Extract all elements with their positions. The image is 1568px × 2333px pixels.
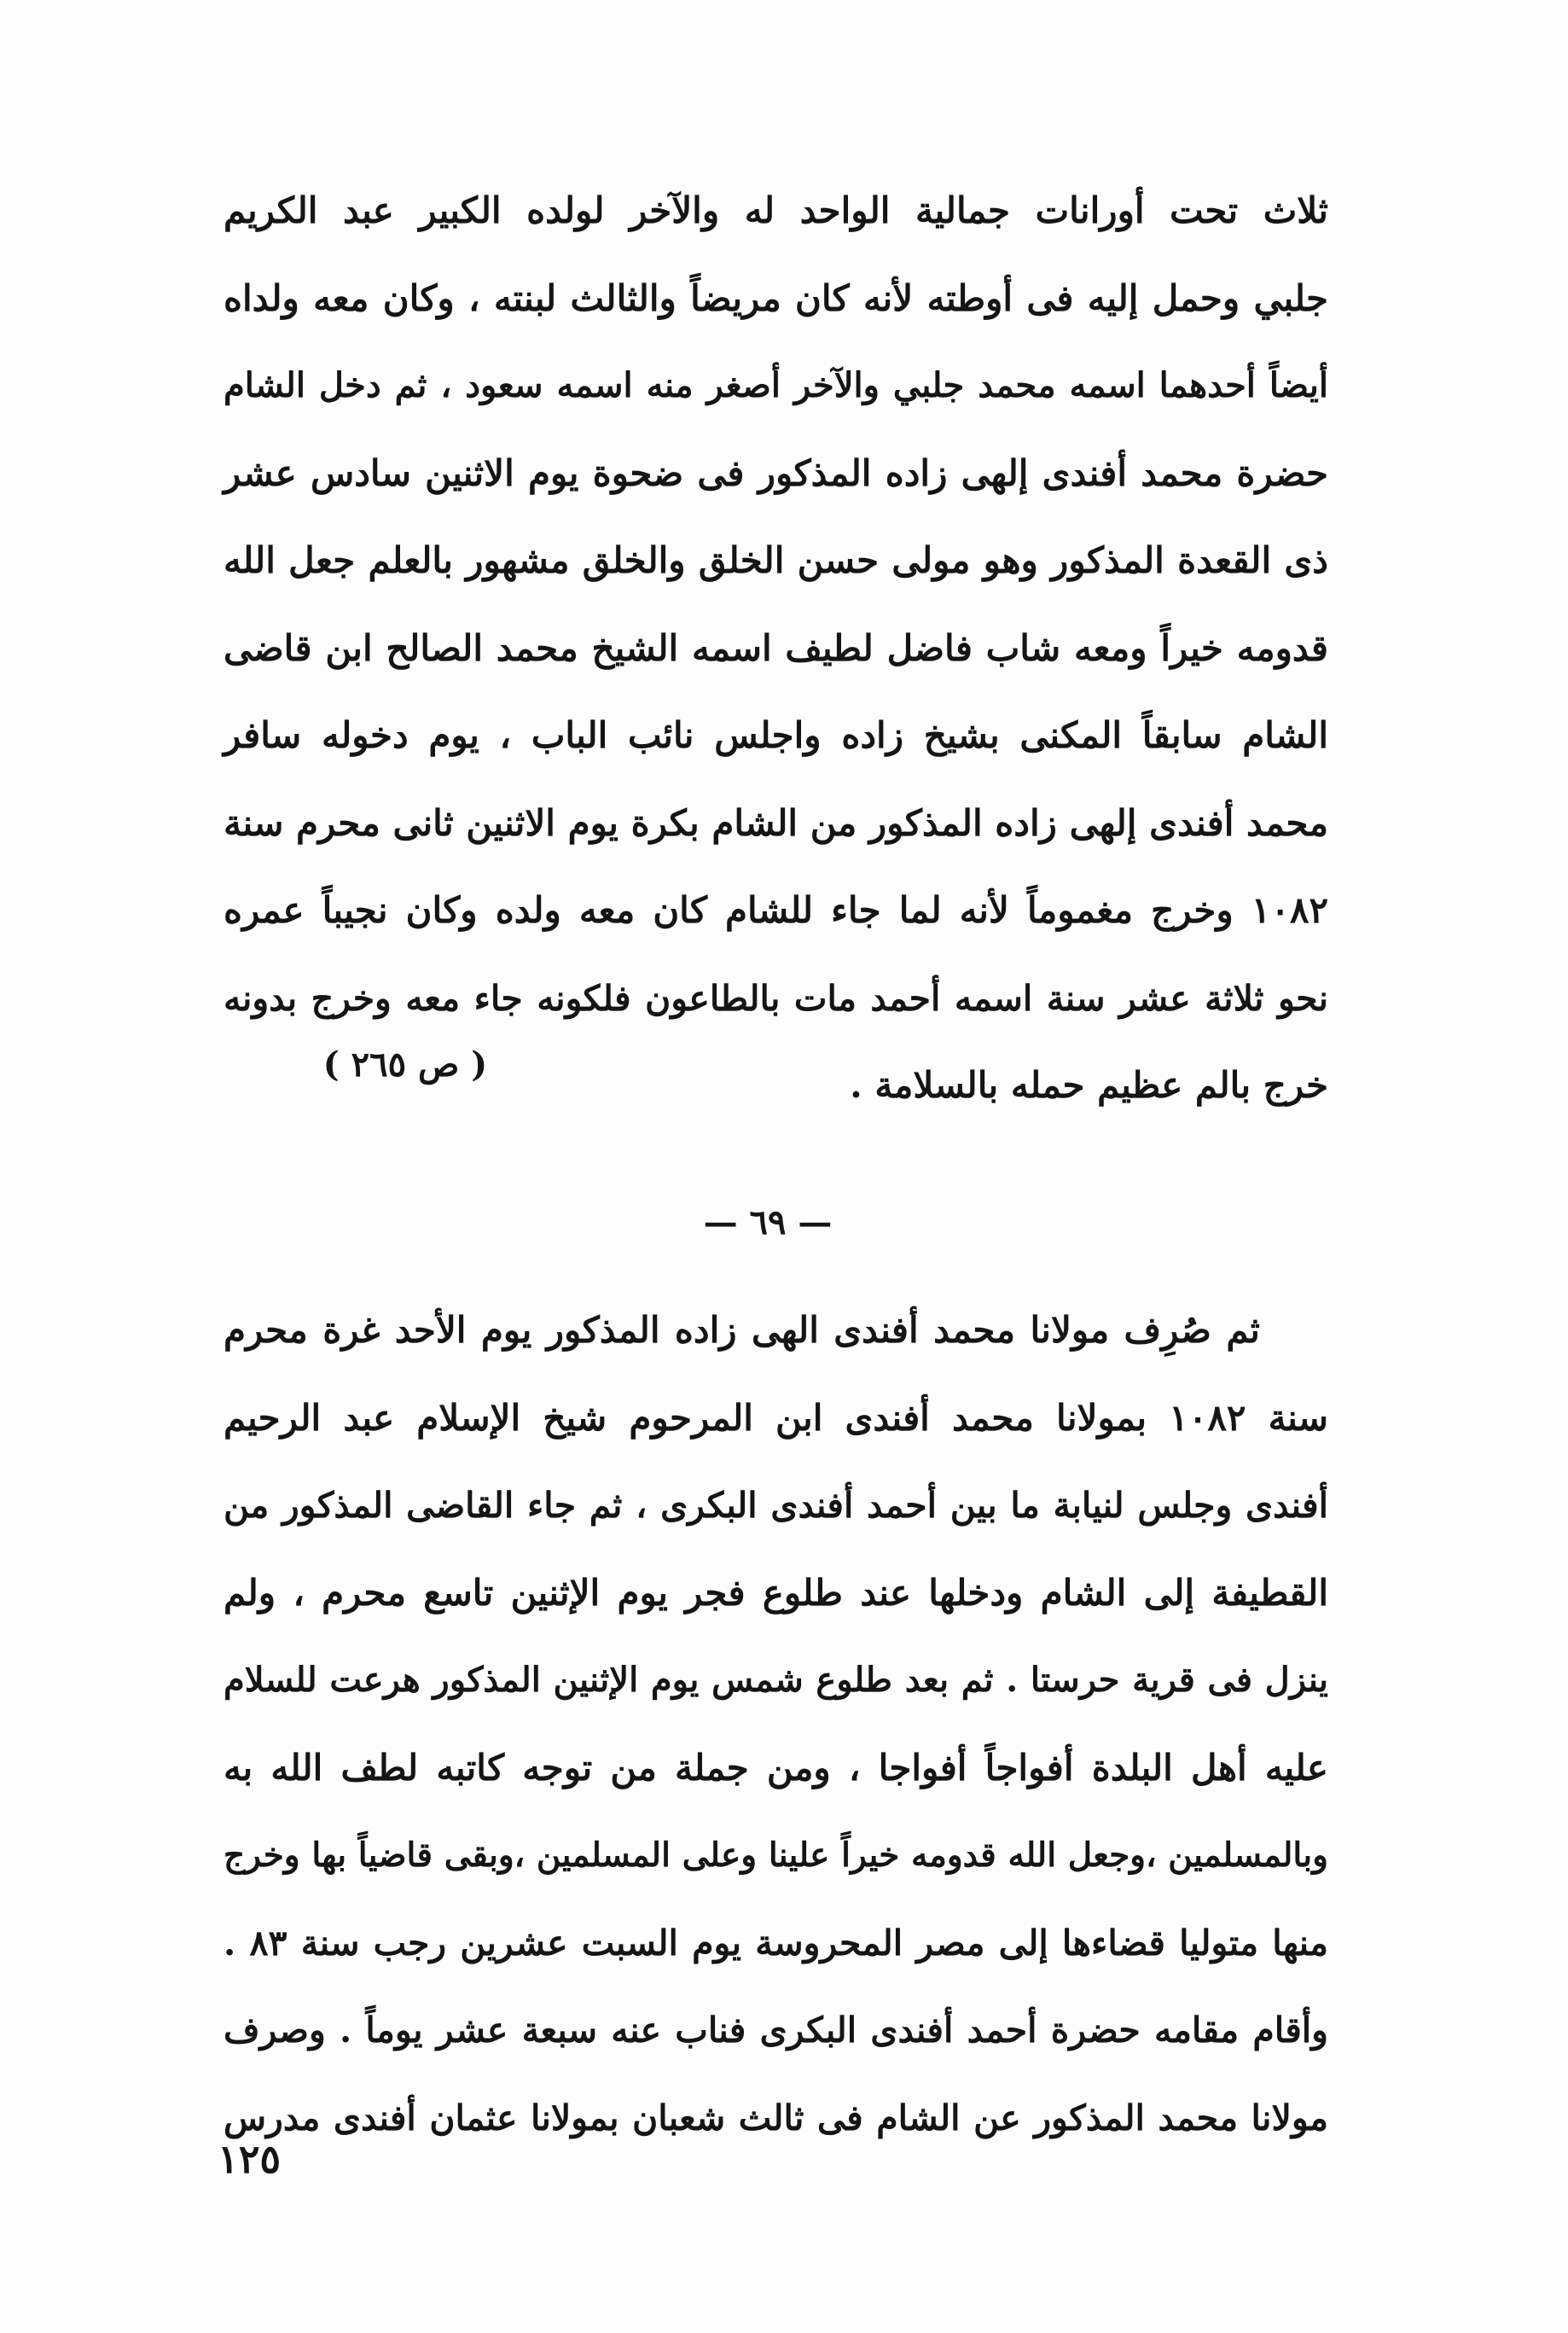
- section-number: — ٦٩ —: [703, 1202, 833, 1242]
- text-line: مولانا محمد المذكور عن الشام فى ثالث شعبان بمولانا عثمان أفندى مدرس: [224, 2097, 1328, 2138]
- text-line: أيضاً أحدهما اسمه محمد جلبي والآخر أصغر منه اسمه سعود ، ثم دخل الشام: [224, 365, 1328, 405]
- text-line: حضرة محمد أفندى إلهى زاده المذكور فى ضحوة يوم الاثنين سادس عشر: [224, 451, 1328, 494]
- text-line: خرج بالم عظيم حمله بالسلامة .: [850, 1064, 1328, 1106]
- text-line: ثم صُرِف مولانا محمد أفندى الهى زاده المذكور يوم الأحد غرة محرم: [224, 1309, 1260, 1351]
- text-line: محمد أفندى إلهى زاده المذكور من الشام بكرة يوم الاثنين ثانى محرم سنة: [224, 801, 1328, 844]
- paragraph-2: [224, 1287, 1328, 2161]
- text-line: ذى القعدة المذكور وهو مولى حسن الخلق والخلق مشهور بالعلم جعل الله: [224, 539, 1328, 581]
- text-line: جلبي وحمل إليه فى أوطته لأنه كان مريضاً والثالث لبنته ، وكان معه ولداه: [224, 276, 1328, 319]
- text-line: أفندى وجلس لنيابة ما بين أحمد أفندى البكرى ، ثم جاء القاضى المذكور من: [224, 1485, 1328, 1526]
- text-line: القطيفة إلى الشام ودخلها عند طلوع فجر يوم الإثنين تاسع محرم ، ولم: [224, 1571, 1328, 1614]
- text-line: وبالمسلمين ،وجعل الله قدومه خيراً علينا وعلى المسلمين ،وبقى قاضياً بها وخرج: [224, 1836, 1329, 1875]
- text-line: الشام سابقاً المكنى بشيخ زاده واجلس نائب الباب ، يوم دخوله سافر: [224, 714, 1328, 756]
- text-line: ثلاث تحت أورانات جمالية الواحد له والآخر لولده الكبير عبد الكريم: [224, 189, 1328, 231]
- text-line: وأقام مقامه حضرة أحمد أفندى البكرى فناب عنه سبعة عشر يوماً . وصرف: [224, 2010, 1328, 2051]
- text-line: نحو ثلاثة عشر سنة اسمه أحمد مات بالطاعون فلكونه جاء معه وخرج بدونه: [224, 977, 1328, 1019]
- paragraph-1: [224, 167, 1328, 1130]
- text-line: قدومه خيراً ومعه شاب فاضل لطيف اسمه الشيخ محمد الصالح ابن قاضى: [224, 626, 1328, 669]
- text-line: سنة ١٠٨٢ بمولانا محمد أفندى ابن المرحوم شيخ الإسلام عبد الرحيم: [224, 1396, 1328, 1439]
- text-line: ينزل فى قرية حرستا . ثم بعد طلوع شمس يوم الإثنين المذكور هرعت للسلام: [224, 1660, 1329, 1700]
- text-line: عليه أهل البلدة أفواجاً أفواجا ، ومن جملة من توجه كاتبه لطف الله به: [224, 1746, 1328, 1789]
- page-reference: ( ص ٢٦٥ ): [322, 1044, 488, 1085]
- text-line: منها متوليا قضاءها إلى مصر المحروسة يوم السبت عشرين رجب سنة ٨٣ .: [224, 1922, 1328, 1964]
- text-line: ١٠٨٢ وخرج مغموماً لأنه لما جاء للشام كان معه ولده وكان نجيباً عمره: [224, 889, 1328, 931]
- page-number: ١٢٥: [218, 2136, 282, 2182]
